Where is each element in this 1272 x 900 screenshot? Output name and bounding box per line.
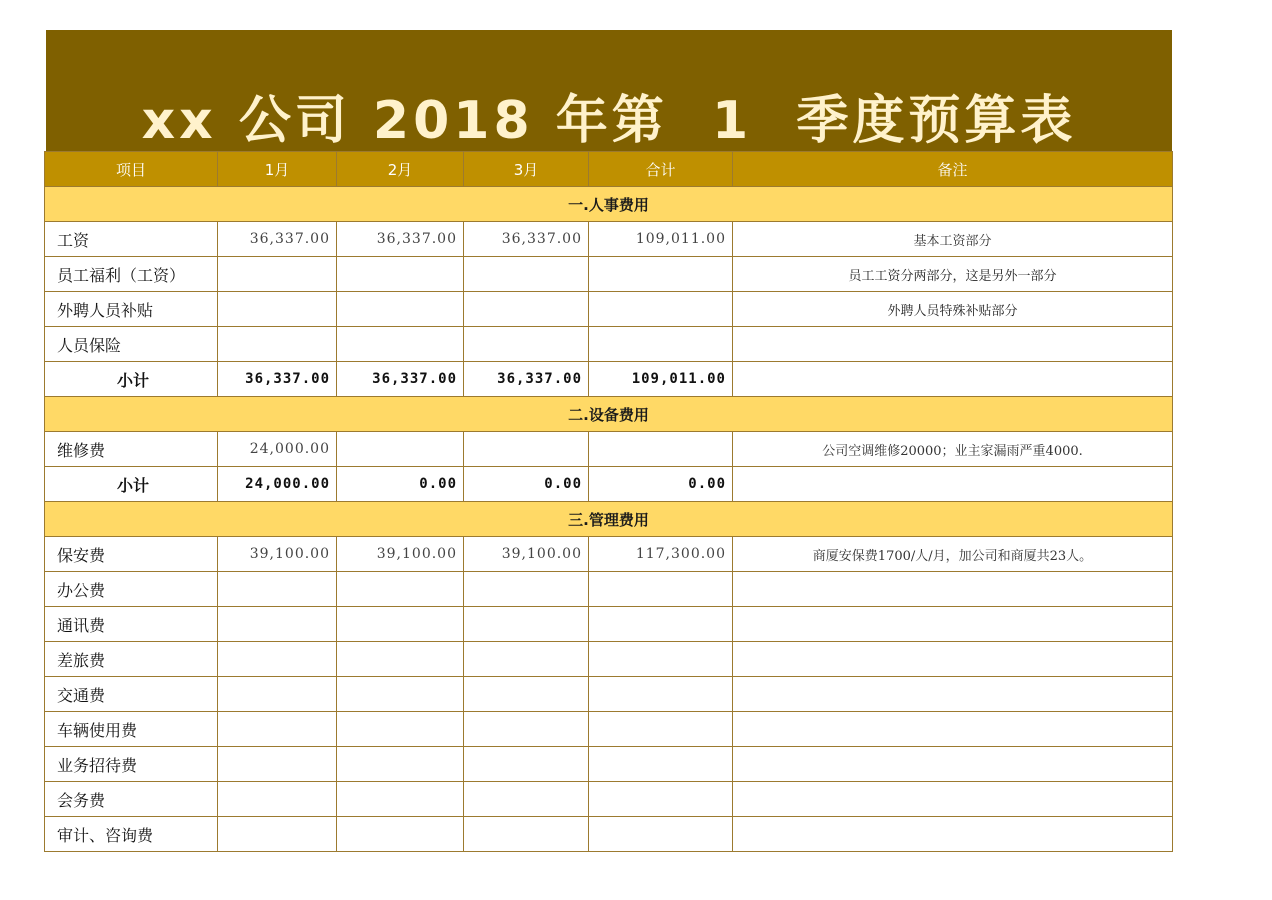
row-note[interactable]: [733, 747, 1173, 782]
row-item[interactable]: 业务招待费: [45, 747, 218, 782]
row-month-1[interactable]: 36,337.00: [218, 222, 337, 257]
row-month-2[interactable]: [337, 572, 464, 607]
subtotal-note[interactable]: [733, 467, 1173, 502]
header-total[interactable]: 合计: [589, 152, 733, 187]
row-month-1[interactable]: 24,000.00: [218, 432, 337, 467]
subtotal-note[interactable]: [733, 362, 1173, 397]
row-month-2[interactable]: 39,100.00: [337, 537, 464, 572]
row-month-3[interactable]: [464, 432, 589, 467]
subtotal-month-1[interactable]: 24,000.00: [218, 467, 337, 502]
row-month-2[interactable]: [337, 257, 464, 292]
row-note[interactable]: 公司空调维修20000；业主家漏雨严重4000.: [733, 432, 1173, 467]
row-month-2[interactable]: [337, 677, 464, 712]
row-total[interactable]: [589, 817, 733, 852]
title-band: [46, 30, 1172, 151]
row-month-1[interactable]: [218, 257, 337, 292]
subtotal-row: [45, 467, 1173, 502]
row-total[interactable]: [589, 572, 733, 607]
subtotal-total[interactable]: 0.00: [589, 467, 733, 502]
row-item[interactable]: 工资: [45, 222, 218, 257]
row-item[interactable]: 保安费: [45, 537, 218, 572]
subtotal-month-1[interactable]: 36,337.00: [218, 362, 337, 397]
row-month-3[interactable]: [464, 257, 589, 292]
row-month-1[interactable]: [218, 677, 337, 712]
row-note[interactable]: [733, 327, 1173, 362]
header-month-3[interactable]: 3月: [464, 152, 589, 187]
row-month-2[interactable]: [337, 782, 464, 817]
row-total[interactable]: [589, 292, 733, 327]
row-note[interactable]: 商厦安保费1700/人/月，加公司和商厦共23人。: [733, 537, 1173, 572]
row-month-3[interactable]: 36,337.00: [464, 222, 589, 257]
row-total[interactable]: [589, 782, 733, 817]
row-item[interactable]: 办公费: [45, 572, 218, 607]
row-month-1[interactable]: [218, 712, 337, 747]
row-month-2[interactable]: [337, 327, 464, 362]
row-month-1[interactable]: [218, 817, 337, 852]
row-total[interactable]: [589, 677, 733, 712]
subtotal-label[interactable]: 小计: [45, 467, 218, 502]
row-month-3[interactable]: [464, 292, 589, 327]
row-note[interactable]: [733, 712, 1173, 747]
row-month-2[interactable]: [337, 817, 464, 852]
row-month-3[interactable]: [464, 572, 589, 607]
section-row: [45, 502, 1173, 537]
row-month-1[interactable]: [218, 782, 337, 817]
row-total[interactable]: [589, 607, 733, 642]
row-total[interactable]: [589, 327, 733, 362]
row-month-2[interactable]: [337, 607, 464, 642]
row-month-3[interactable]: [464, 677, 589, 712]
table-row: [45, 327, 1173, 362]
row-note[interactable]: 基本工资部分: [733, 222, 1173, 257]
row-item[interactable]: 审计、咨询费: [45, 817, 218, 852]
header-note[interactable]: 备注: [733, 152, 1173, 187]
header-item[interactable]: 项目: [45, 152, 218, 187]
row-month-3[interactable]: [464, 327, 589, 362]
row-month-1[interactable]: [218, 292, 337, 327]
row-note[interactable]: [733, 782, 1173, 817]
subtotal-label[interactable]: 小计: [45, 362, 218, 397]
row-note[interactable]: [733, 607, 1173, 642]
row-total[interactable]: [589, 747, 733, 782]
subtotal-total[interactable]: 109,011.00: [589, 362, 733, 397]
row-item[interactable]: 人员保险: [45, 327, 218, 362]
row-month-3[interactable]: [464, 607, 589, 642]
row-item[interactable]: 维修费: [45, 432, 218, 467]
table-row: [45, 607, 1173, 642]
subtotal-month-2[interactable]: 0.00: [337, 467, 464, 502]
row-note[interactable]: [733, 817, 1173, 852]
row-total[interactable]: 109,011.00: [589, 222, 733, 257]
row-month-2[interactable]: [337, 642, 464, 677]
table-row: [45, 572, 1173, 607]
subtotal-month-2[interactable]: 36,337.00: [337, 362, 464, 397]
row-month-1[interactable]: [218, 747, 337, 782]
row-month-3[interactable]: [464, 747, 589, 782]
row-month-2[interactable]: [337, 292, 464, 327]
table-row: [45, 712, 1173, 747]
table-row: [45, 747, 1173, 782]
table-row: [45, 432, 1173, 467]
row-note[interactable]: [733, 677, 1173, 712]
row-item[interactable]: 会务费: [45, 782, 218, 817]
row-month-1[interactable]: [218, 642, 337, 677]
row-month-3[interactable]: [464, 712, 589, 747]
row-month-3[interactable]: [464, 642, 589, 677]
row-item[interactable]: 员工福利（工资）: [45, 257, 218, 292]
row-month-1[interactable]: 39,100.00: [218, 537, 337, 572]
sheet-title: xx 公司 2018 年第 1 季度预算表: [141, 91, 1077, 151]
subtotal-row: [45, 362, 1173, 397]
row-note[interactable]: 员工工资分两部分，这是另外一部分: [733, 257, 1173, 292]
row-item[interactable]: 通讯费: [45, 607, 218, 642]
row-month-3[interactable]: [464, 782, 589, 817]
row-total[interactable]: 117,300.00: [589, 537, 733, 572]
table-row: [45, 257, 1173, 292]
row-month-3[interactable]: [464, 817, 589, 852]
row-note[interactable]: 外聘人员特殊补贴部分: [733, 292, 1173, 327]
table-row: [45, 222, 1173, 257]
row-month-2[interactable]: [337, 747, 464, 782]
section-row: [45, 397, 1173, 432]
row-month-2[interactable]: [337, 712, 464, 747]
row-item[interactable]: 差旅费: [45, 642, 218, 677]
section-row: [45, 187, 1173, 222]
budget-table: [44, 151, 1173, 852]
table-row: [45, 292, 1173, 327]
subtotal-month-3[interactable]: 36,337.00: [464, 362, 589, 397]
row-month-1[interactable]: [218, 327, 337, 362]
row-item[interactable]: 交通费: [45, 677, 218, 712]
section-title[interactable]: 二.设备费用: [45, 397, 1173, 432]
row-item[interactable]: 车辆使用费: [45, 712, 218, 747]
row-total[interactable]: [589, 432, 733, 467]
row-month-2[interactable]: 36,337.00: [337, 222, 464, 257]
table-row: [45, 782, 1173, 817]
row-month-2[interactable]: [337, 432, 464, 467]
row-note[interactable]: [733, 642, 1173, 677]
table-row: [45, 642, 1173, 677]
table-row: [45, 817, 1173, 852]
header-row: [45, 152, 1173, 187]
section-title[interactable]: 一.人事费用: [45, 187, 1173, 222]
row-total[interactable]: [589, 257, 733, 292]
row-total[interactable]: [589, 642, 733, 677]
header-month-1[interactable]: 1月: [218, 152, 337, 187]
row-item[interactable]: 外聘人员补贴: [45, 292, 218, 327]
header-month-2[interactable]: 2月: [337, 152, 464, 187]
row-month-1[interactable]: [218, 607, 337, 642]
table-row: [45, 677, 1173, 712]
section-title[interactable]: 三.管理费用: [45, 502, 1173, 537]
row-month-1[interactable]: [218, 572, 337, 607]
row-total[interactable]: [589, 712, 733, 747]
row-note[interactable]: [733, 572, 1173, 607]
subtotal-month-3[interactable]: 0.00: [464, 467, 589, 502]
row-month-3[interactable]: 39,100.00: [464, 537, 589, 572]
table-row: [45, 537, 1173, 572]
